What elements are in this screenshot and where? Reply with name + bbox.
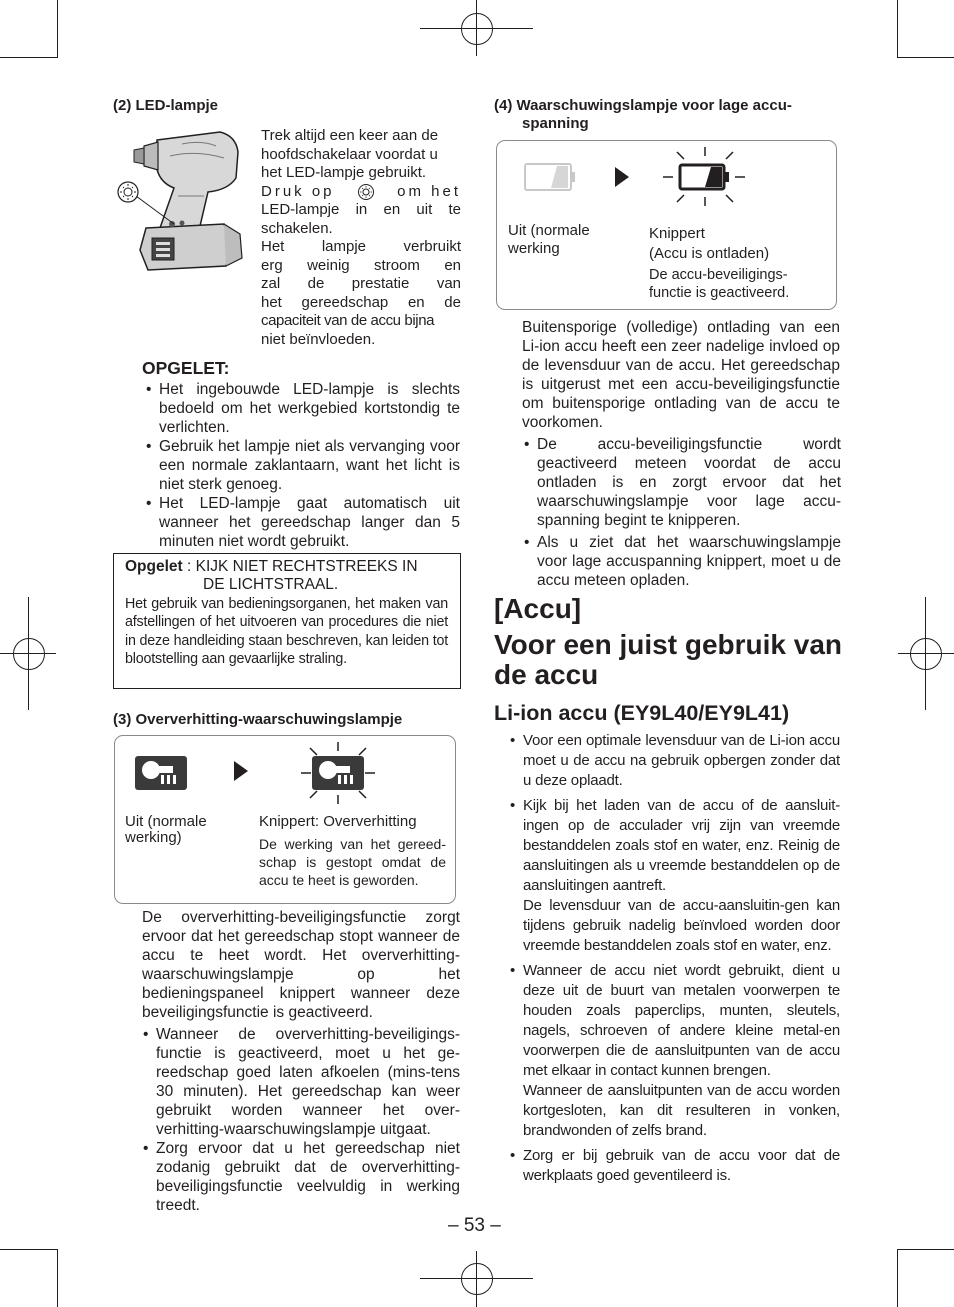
overheat-heading: (3) Oververhitting-waarschuwingslampje	[113, 711, 403, 728]
text-fragment: om het	[397, 182, 461, 200]
drill-illustration-icon	[112, 126, 250, 274]
section-title: [Accu]	[494, 593, 582, 624]
text-line: zal de prestatie van	[261, 275, 461, 292]
overheat-desc: De werking van het gereed-schap is gestopt omdat de accu te heet is geworden.	[259, 836, 446, 888]
text-line: schakelen.	[261, 219, 333, 237]
led-intro	[261, 127, 461, 349]
battery-care-list	[507, 731, 840, 1186]
list-item: • Kijk bij het laden van de accu of de aansluit-ingen op de acculader vrij zijn van vreemde bestanddelen zoals stof en water, enz. Reinig de aansluitingen als u vreemde bestanddelen op de aansluitingen aantreft.	[507, 796, 840, 896]
text-line: niet beïnvloeden.	[261, 330, 376, 348]
caution-list	[143, 380, 460, 551]
arrow-right-icon	[614, 166, 630, 188]
text-line: erg weinig stroom en	[261, 256, 461, 274]
lowbatt-heading	[494, 97, 841, 133]
list-item: • Het LED-lampje gaat automatisch uit wanneer het gereedschap langer dan 5 minuten niet wordt gebruikt.	[143, 494, 460, 551]
crop-mark	[897, 1249, 954, 1250]
overheat-lamp-blinking-icon	[295, 740, 381, 806]
battery-lamp-off-icon	[524, 163, 576, 191]
list-item: • Wanneer de accu niet wordt gebruikt, dient u deze uit de buurt van metalen voorwerpen te houden zoals paperclips, munten, sleutels, nagels, schroeven of andere kleine metal-en voorwerpen die de aansluitpunten van de accu met elkaar in contact kunnen brengen.	[507, 961, 840, 1081]
overheat-lamp-off-icon	[134, 755, 188, 791]
list-item: • Zorg er bij gebruik van de accu voor dat de werkplaats goed geventileerd is.	[507, 1146, 840, 1186]
list-item: • De accu-beveiligingsfunctie wordt geactiveerd meteen voordat de accu ontladen is en zorgt ervoor dat het waarschuwingslampje voor lage accu-spanning begint te knipperen.	[521, 435, 841, 530]
registration-circle	[461, 13, 493, 45]
laser-warning-box	[113, 553, 461, 689]
section-heading: Voor een juist gebruik van de accu	[494, 629, 843, 690]
arrow-right-icon	[233, 760, 249, 782]
crop-mark	[0, 57, 58, 58]
crop-mark	[0, 1249, 58, 1250]
crop-mark	[897, 57, 954, 58]
light-button-icon	[357, 183, 375, 201]
lowbatt-body: Buitensporige (volledige) ontlading van een Li-ion accu heeft een zeer nadelige invloed op de levensduur van de accu. Het gereedschap is uitgerust met een accu-beveiligingsfunctie om buitensporige ontlading van de accu te voorkomen.	[522, 319, 840, 431]
registration-circle	[13, 638, 45, 670]
battery-subtitle: Li-ion accu (EY9L40/EY9L41)	[494, 701, 790, 725]
lowbatt-list	[521, 435, 841, 590]
list-item: • Als u ziet dat het waarschuwingslampje voor lage accuspanning knippert, moet u de accu meteen opladen.	[521, 533, 841, 590]
registration-circle	[461, 1263, 493, 1295]
crop-mark	[57, 0, 58, 58]
list-item: • Het ingebouwde LED-lampje is slechts bedoeld om het werkgebied kortstondig te verlichten.	[143, 380, 460, 437]
lowbatt-heading-line-2: spanning	[522, 115, 589, 132]
warning-main-2: DE LICHTSTRAAL.	[203, 576, 339, 593]
lowbatt-desc: De accu-beveiligings-functie is geactiveerd.	[649, 267, 790, 301]
overheat-indicator-panel	[114, 735, 456, 904]
text-line: Het lampje verbruikt	[261, 238, 461, 255]
text-line: het LED-lampje gebruikt.	[261, 164, 427, 181]
list-item-continued: Wanneer de aansluitpunten van de accu worden kortgesloten, kan dit resulteren in vonken, brandwonden of zelfs brand.	[523, 1082, 840, 1139]
page-number: – 53 –	[448, 1215, 501, 1236]
text-line: Trek altijd een keer aan de	[261, 127, 439, 144]
overheat-body: De oververhitting-beveiligingsfunctie zorgt ervoor dat het gereedschap stopt wanneer de accu te heet wordt. Het oververhitting-waarschuwingslampje op het bedieningspaneel knippert wanneer deze beveiligingsfunctie is geactiveerd.	[142, 909, 460, 1021]
crop-mark	[57, 1249, 58, 1307]
warning-body: Het gebruik van bedieningsorganen, het maken van afstellingen of het uitvoeren van procedures die niet in deze handleiding staan beschreven, kan leiden tot blootstelling aan gevaarlijke straling.	[125, 596, 448, 667]
caution-title: OPGELET:	[142, 358, 230, 378]
lowbatt-indicator-panel	[496, 140, 837, 310]
battery-lamp-blinking-icon	[661, 145, 749, 211]
overheat-blink-label: Knippert: Oververhitting	[259, 813, 417, 830]
registration-circle	[910, 638, 942, 670]
text-line: LED-lampje in en uit te	[261, 201, 461, 218]
list-item: • Voor een optimale levensduur van de Li-ion accu moet u de accu na gebruik opbergen zonder dat u deze oplaadt.	[507, 731, 840, 791]
led-heading: (2) LED-lampje	[113, 97, 219, 114]
text-line	[261, 183, 461, 202]
text-line: het gereedschap en de	[261, 293, 461, 311]
list-item: • Gebruik het lampje niet als vervanging voor een normale zaklantaarn, want het licht is niet sterk genoeg.	[143, 437, 460, 494]
crop-mark	[897, 0, 898, 58]
lowbatt-blink-label	[649, 224, 829, 264]
text-line: hoofdschakelaar voordat u	[261, 145, 438, 163]
overheat-off-label: Uit (normale werking)	[125, 813, 207, 846]
warning-separator: :	[182, 558, 196, 575]
lowbatt-heading-line: (4) Waarschuwingslampje voor lage accu-	[494, 97, 792, 114]
list-item: • Zorg ervoor dat u het gereedschap niet zodanig gebruikt dat de oververhitting-beveiligingsfunctie veelvuldig in werking treedt.	[140, 1139, 460, 1215]
warning-main: KIJK NIET RECHTSTREEKS IN	[195, 558, 418, 575]
crop-mark	[897, 1249, 898, 1307]
lowbatt-off-label: Uit (normale werking	[508, 222, 590, 257]
lowbatt-blink-line-2: (Accu is ontladen)	[649, 245, 770, 262]
text-fragment: Druk op	[261, 182, 335, 200]
text-line: capaciteit van de accu bijna	[261, 312, 435, 329]
lowbatt-blink-line: Knippert	[649, 225, 705, 242]
list-item-continued: De levensduur van de accu-aansluitin-gen kan tijdens gebruik nadelig beïnvloed worden door vreemde bestanddelen zoals stof en water, enz.	[523, 897, 840, 954]
list-item: • Wanneer de oververhitting-beveiligings-functie is geactiveerd, moet u het ge-reedschap goed laten afkoelen (mins-tens 30 minuten). Het gereedschap kan weer gebruikt worden wanneer het over-verhitting-waarschuwingslampje uitgaat.	[140, 1025, 460, 1139]
overheat-list	[140, 1025, 460, 1215]
warning-heading	[125, 558, 455, 594]
warning-label: Opgelet	[125, 558, 183, 575]
